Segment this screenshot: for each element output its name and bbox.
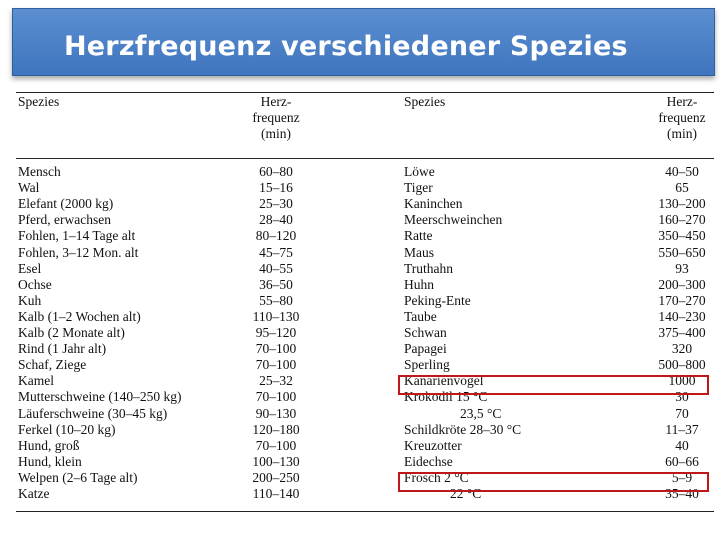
heart-rate-value: 160–270 <box>658 212 706 228</box>
species-name: Krokodil 15 °C <box>404 389 488 405</box>
species-name: Kreuzotter <box>404 437 462 453</box>
title-banner <box>12 8 715 76</box>
left-header-rate-line: (min) <box>261 126 291 141</box>
right-header-species: Spezies <box>404 94 446 109</box>
left-header-rate <box>236 94 316 142</box>
species-name: Elefant (2000 kg) <box>18 196 114 212</box>
right-header-rate-line: frequenz <box>658 110 706 125</box>
right-header-rate-line: (min) <box>667 126 697 141</box>
heart-rate-value: 65 <box>675 180 689 196</box>
heart-rate-value: 100–130 <box>252 453 300 469</box>
species-name: 23,5 °C <box>460 405 502 421</box>
heart-rate-value: 320 <box>671 341 693 357</box>
species-name: Kuh <box>18 292 42 308</box>
species-name: Mensch <box>18 164 61 179</box>
species-name: Meerschweinchen <box>404 212 503 228</box>
heart-rate-value: 110–140 <box>252 486 300 501</box>
heart-rate-value: 120–180 <box>252 421 300 437</box>
species-name: Hund, klein <box>18 453 82 469</box>
heart-rate-value: 140–230 <box>658 308 706 324</box>
species-name: Taube <box>404 308 437 324</box>
heart-rate-value: 90–130 <box>255 405 297 421</box>
species-name: Fohlen, 3–12 Mon. alt <box>18 244 139 260</box>
heart-rate-value: 200–300 <box>658 276 706 292</box>
heart-rate-table <box>16 88 714 513</box>
heart-rate-value: 35–40 <box>665 486 699 501</box>
species-name: Wal <box>18 180 40 196</box>
species-name: 22 °C <box>450 486 482 501</box>
species-name: Peking-Ente <box>404 292 471 308</box>
heart-rate-value: 350–450 <box>658 228 706 244</box>
right-header-rate <box>642 94 722 142</box>
heart-rate-value: 55–80 <box>259 292 293 308</box>
species-name: Pferd, erwachsen <box>18 212 111 228</box>
heart-rate-value: 70–100 <box>255 437 297 453</box>
species-name: Schildkröte 28–30 °C <box>404 421 522 437</box>
species-name: Huhn <box>404 276 434 292</box>
species-name: Esel <box>18 260 42 276</box>
heart-rate-value: 130–200 <box>658 196 706 212</box>
species-name: Ochse <box>18 276 52 292</box>
species-name: Ratte <box>404 228 433 244</box>
heart-rate-value: 30 <box>675 389 689 405</box>
species-name: Fohlen, 1–14 Tage alt <box>18 228 136 244</box>
species-name: Schwan <box>404 325 447 340</box>
species-name: Läuferschweine (30–45 kg) <box>18 405 168 421</box>
heart-rate-value: 25–32 <box>259 373 293 389</box>
heart-rate-value: 500–800 <box>658 357 706 373</box>
heart-rate-value: 25–30 <box>259 196 293 212</box>
heart-rate-value: 45–75 <box>259 244 293 260</box>
species-name: Truthahn <box>404 260 454 276</box>
heart-rate-value: 15–16 <box>259 180 293 196</box>
heart-rate-value: 28–40 <box>259 212 293 228</box>
species-name: Frosch 2 °C <box>404 469 469 485</box>
heart-rate-value: 1000 <box>668 373 696 389</box>
species-name: Kanarienvogel <box>404 373 484 389</box>
heart-rate-value: 375–400 <box>658 325 706 340</box>
page-title: Herzfrequenz verschiedener Spezies <box>64 31 628 62</box>
heart-rate-value: 5–9 <box>671 469 693 485</box>
right-header-rate-line: Herz- <box>666 94 698 109</box>
species-name: Sperling <box>404 357 450 373</box>
species-name: Löwe <box>404 164 435 179</box>
heart-rate-value: 11–37 <box>665 421 699 437</box>
heart-rate-value: 40–55 <box>259 260 293 276</box>
species-name: Schaf, Ziege <box>18 357 87 373</box>
heart-rate-value: 110–130 <box>252 308 300 324</box>
heart-rate-value: 80–120 <box>255 228 297 244</box>
species-name: Welpen (2–6 Tage alt) <box>18 469 138 485</box>
heart-rate-value: 550–650 <box>658 244 706 260</box>
table-header-rule <box>16 158 714 159</box>
highlight-box-frosch <box>398 469 709 492</box>
species-name: Maus <box>404 244 434 260</box>
highlight-box-kanarienvogel <box>398 375 709 395</box>
heart-rate-value: 70 <box>675 405 689 421</box>
left-header-species: Spezies <box>18 94 60 109</box>
species-name: Eidechse <box>404 453 453 469</box>
heart-rate-value: 170–270 <box>658 292 706 308</box>
species-name: Kalb (1–2 Wochen alt) <box>18 308 141 324</box>
left-header-rate-line: Herz- <box>260 94 292 109</box>
heart-rate-value: 36–50 <box>259 276 293 292</box>
species-name: Katze <box>18 486 50 501</box>
species-name: Rind (1 Jahr alt) <box>18 341 107 357</box>
table-top-rule <box>16 92 714 93</box>
heart-rate-value: 70–100 <box>255 357 297 373</box>
heart-rate-value: 70–100 <box>255 341 297 357</box>
heart-rate-value: 70–100 <box>255 389 297 405</box>
left-header-rate-line: frequenz <box>252 110 300 125</box>
species-name: Tiger <box>404 180 433 196</box>
species-name: Hund, groß <box>18 437 80 453</box>
species-name: Kalb (2 Monate alt) <box>18 325 125 340</box>
heart-rate-value: 200–250 <box>252 469 300 485</box>
heart-rate-value: 93 <box>675 260 689 276</box>
heart-rate-value: 40–50 <box>665 164 699 179</box>
table-bottom-rule <box>16 511 714 512</box>
species-name: Mutterschweine (140–250 kg) <box>18 389 182 405</box>
species-name: Papagei <box>404 341 447 357</box>
species-name: Kaninchen <box>404 196 463 212</box>
heart-rate-value: 60–80 <box>259 164 293 179</box>
heart-rate-value: 95–120 <box>255 325 297 340</box>
species-name: Kamel <box>18 373 54 389</box>
species-name: Ferkel (10–20 kg) <box>18 421 116 437</box>
heart-rate-value: 60–66 <box>665 453 699 469</box>
heart-rate-value: 40 <box>675 437 689 453</box>
